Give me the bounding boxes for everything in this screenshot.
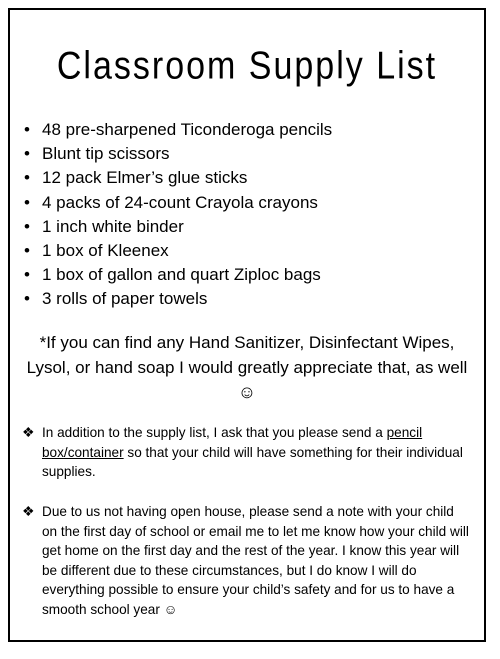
list-item-text: 1 box of Kleenex	[42, 241, 169, 261]
supply-list	[22, 118, 478, 312]
paragraph-text-before: In addition to the supply list, I ask that you please send a	[42, 425, 387, 440]
paragraph-text-after: so that your child will have something for their individual supplies.	[42, 444, 463, 479]
list-item-text: 3 rolls of paper towels	[42, 289, 208, 309]
list-item	[22, 287, 478, 311]
bullet-icon: •	[24, 144, 30, 164]
bullet-icon: •	[24, 216, 30, 236]
list-item-text: 48 pre-sharpened Ticonderoga pencils	[42, 120, 333, 139]
page-title: Classroom Supply List	[56, 44, 438, 88]
bullet-icon: •	[24, 241, 30, 261]
pencil-box-underlined-text: pencil box/container	[42, 425, 423, 460]
list-item	[22, 118, 478, 142]
smiley-icon: ☺	[237, 382, 257, 402]
diamond-bullet-icon: ❖	[22, 503, 35, 519]
list-item-text: 1 inch white binder	[42, 216, 184, 236]
supply-list-page	[8, 8, 486, 642]
list-item	[22, 215, 478, 239]
open-house-paragraph	[22, 502, 470, 619]
bullet-icon: •	[24, 192, 30, 212]
bullet-icon: •	[24, 168, 30, 188]
diamond-bullet-icon: ❖	[22, 424, 35, 440]
list-item-text: 12 pack Elmer’s glue sticks	[42, 168, 248, 188]
bullet-icon: •	[24, 289, 30, 309]
donation-note	[20, 330, 474, 405]
list-item	[22, 142, 478, 166]
list-item	[22, 263, 478, 287]
bullet-icon: •	[24, 265, 30, 285]
open-house-paragraph-text: Due to us not having open house, please send a note with your child on the first day of school or email me to let me know how your child will get home on the first day and the rest of the year. I know this year will be different due to these circumstances, but I do know I will do everything possible to ensure your child’s safety and for us to have a smooth school year ☺	[42, 504, 469, 617]
pencil-box-paragraph	[22, 423, 470, 482]
list-item-text: 4 packs of 24-count Crayola crayons	[42, 192, 318, 212]
list-item	[22, 239, 478, 263]
list-item	[22, 191, 478, 215]
list-item-text: 1 box of gallon and quart Ziploc bags	[42, 265, 321, 285]
donation-note-text: *If you can find any Hand Sanitizer, Disinfectant Wipes, Lysol, or hand soap I would greatly appreciate that, as well	[26, 333, 468, 377]
list-item	[22, 166, 478, 190]
bullet-icon: •	[24, 120, 30, 139]
pencil-box-paragraph-text	[42, 423, 470, 482]
list-item-text: Blunt tip scissors	[42, 144, 170, 164]
